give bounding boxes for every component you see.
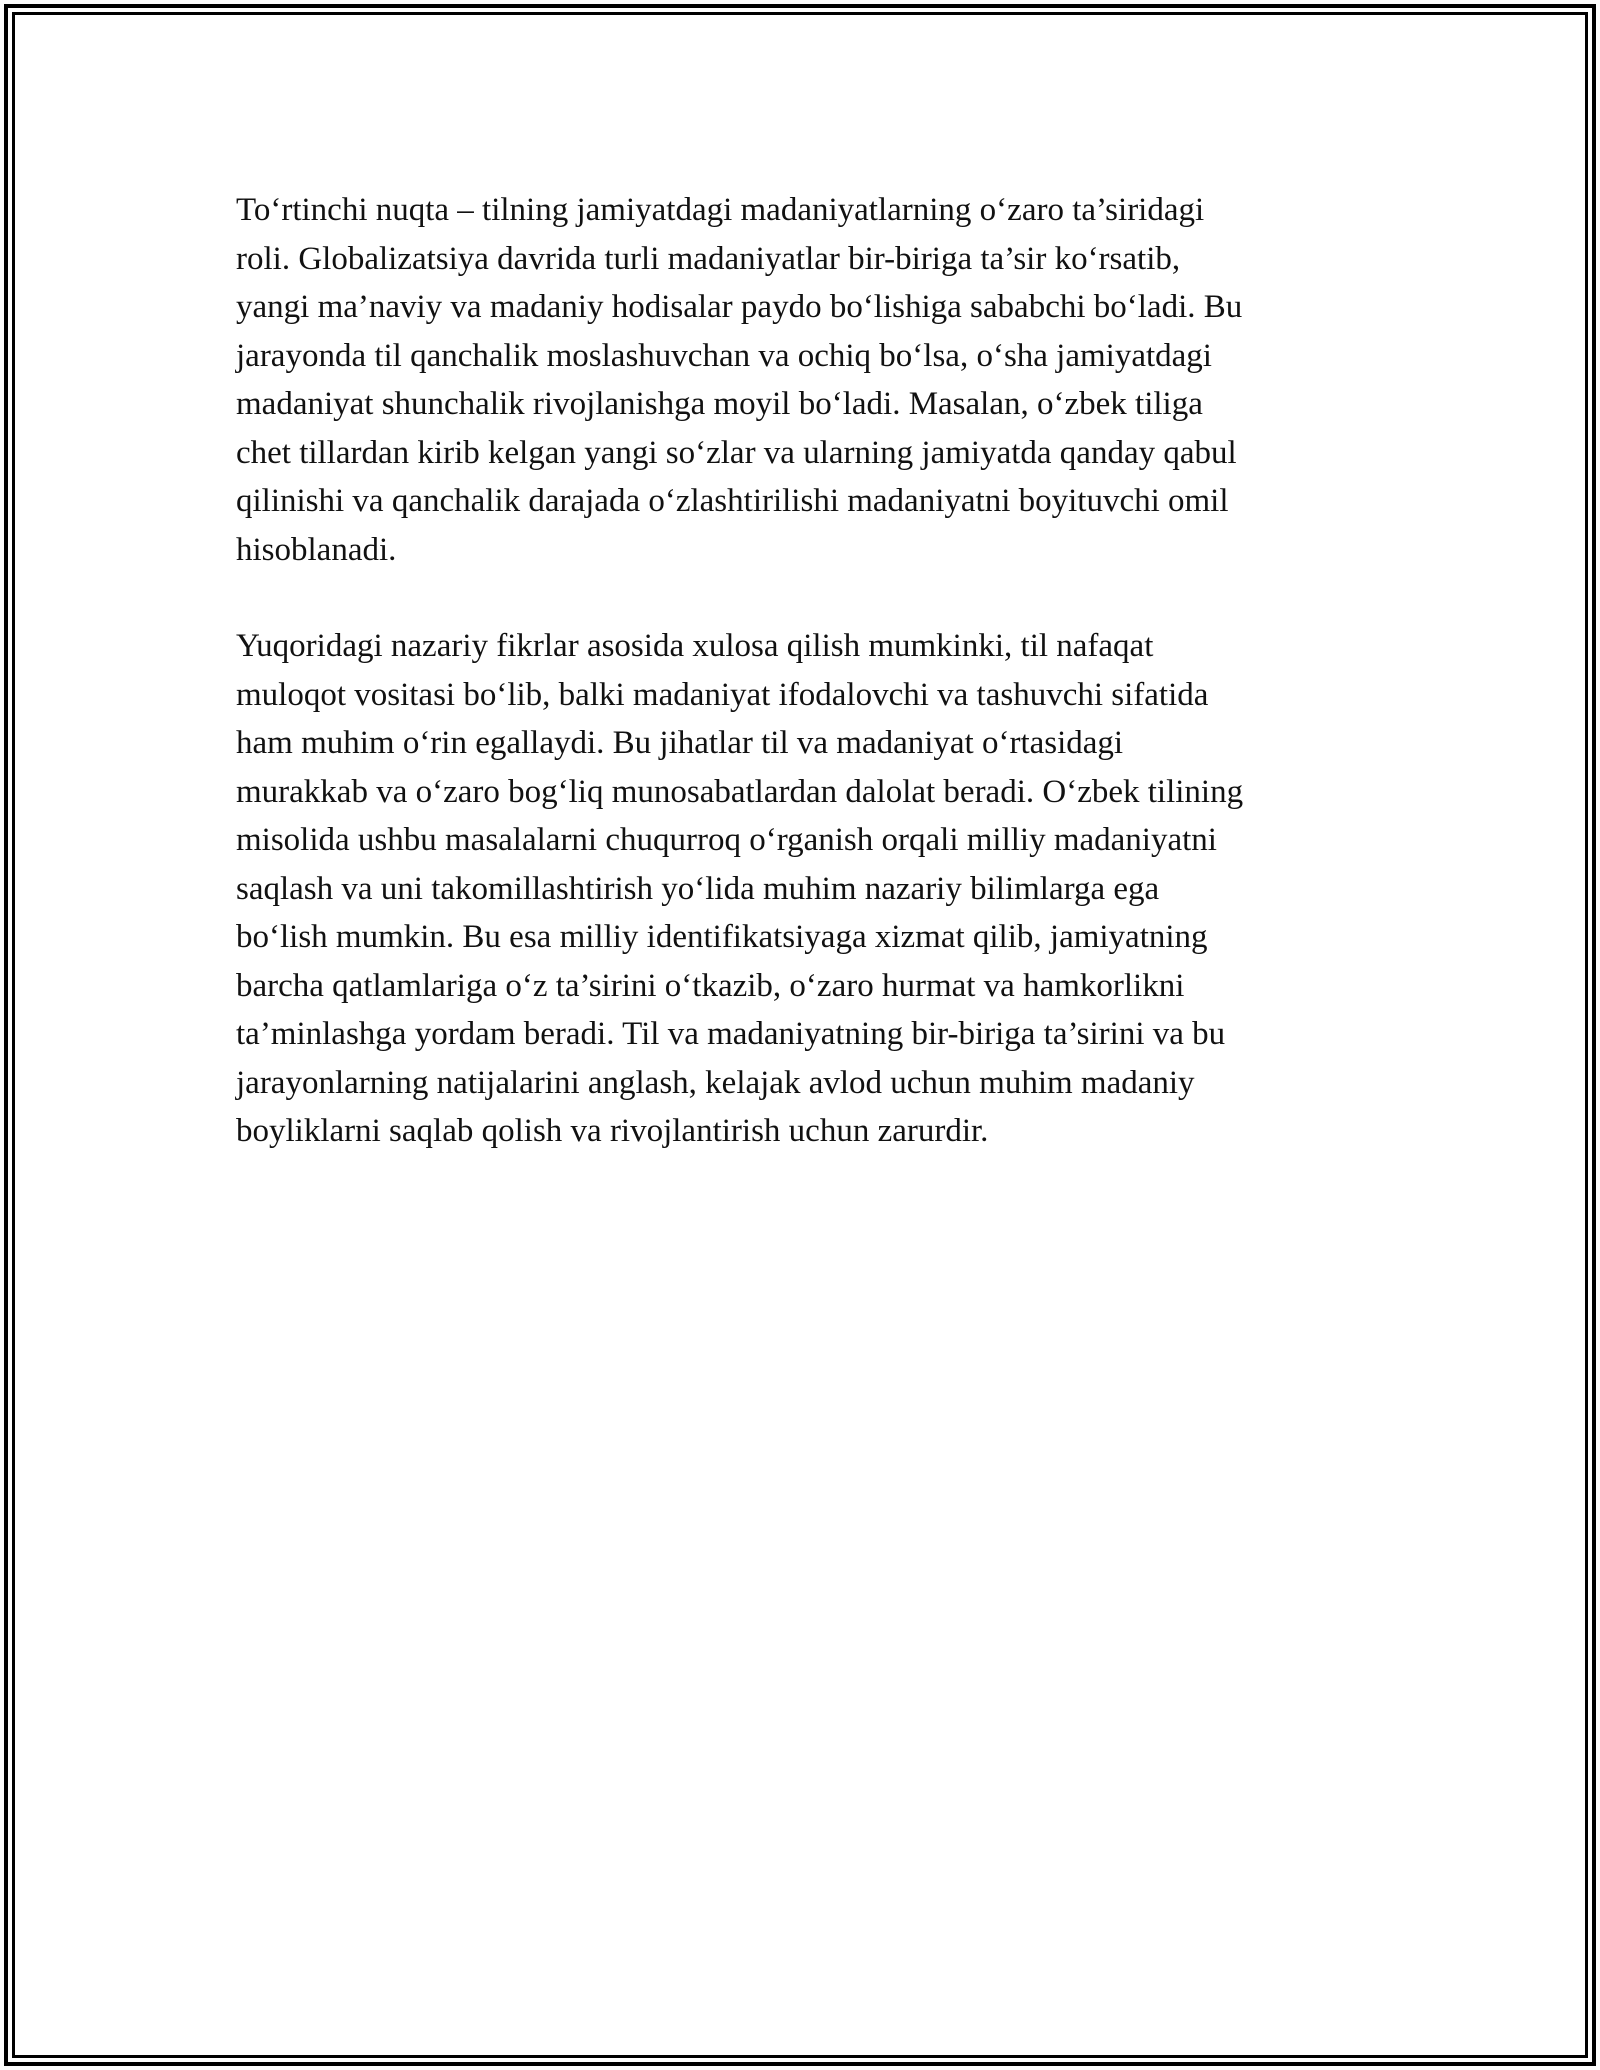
text-line: saqlash va uni takomillashtirish yo‘lida muhim nazariy bilimlarga ega [236,870,1160,907]
text-line: madaniyat shunchalik rivojlanishga moyil bo‘ladi. Masalan, o‘zbek tiliga [236,386,1203,422]
text-line: boyliklarni saqlab qolish va rivojlantirish uchun zarurdir. [236,1113,989,1149]
document-body [236,186,1366,1204]
text-line: misolida ushbu masalalarni chuqurroq o‘rganish orqali milliy madaniyatni [236,822,1217,858]
text-line: ham muhim o‘rin egallaydi. Bu jihatlar til va madaniyat o‘rtasidagi [236,725,1124,761]
text-line: chet tillardan kirib kelgan yangi so‘zlar va ularning jamiyatda qanday qabul [236,434,1237,471]
paragraph-2 [236,622,1366,1156]
paragraph-1 [236,186,1366,574]
text-line: barcha qatlamlariga o‘z ta’sirini o‘tkazib, o‘zaro hurmat va hamkorlikni [236,967,1185,1004]
text-line: jarayonda til qanchalik moslashuvchan va ochiq bo‘lsa, o‘sha jamiyatdagi [236,337,1212,374]
text-line: jarayonlarning natijalarini anglash, kelajak avlod uchun muhim madaniy [236,1064,1195,1101]
text-line: Yuqoridagi nazariy fikrlar asosida xulosa qilish mumkinki, til nafaqat [236,628,1154,664]
text-line: murakkab va o‘zaro bog‘liq munosabatlardan dalolat beradi. O‘zbek tilining [236,773,1244,810]
text-line: hisoblanadi. [236,531,397,568]
text-line: muloqot vositasi bo‘lib, balki madaniyat ifodalovchi va tashuvchi sifatida [236,676,1209,713]
text-line: yangi ma’naviy va madaniy hodisalar paydo bo‘lishiga sababchi bo‘ladi. Bu [236,289,1243,325]
text-line: ta’minlashga yordam beradi. Til va madaniyatning bir-biriga ta’sirini va bu [236,1016,1226,1052]
text-line: bo‘lish mumkin. Bu esa milliy identifikatsiyaga xizmat qilib, jamiyatning [236,919,1208,955]
text-line: qilinishi va qanchalik darajada o‘zlashtirilishi madaniyatni boyituvchi omil [236,483,1229,519]
text-line: To‘rtinchi nuqta – tilning jamiyatdagi madaniyatlarning o‘zaro ta’siridagi [236,192,1205,228]
text-line: roli. Globalizatsiya davrida turli madaniyatlar bir-biriga ta’sir ko‘rsatib, [236,240,1181,277]
